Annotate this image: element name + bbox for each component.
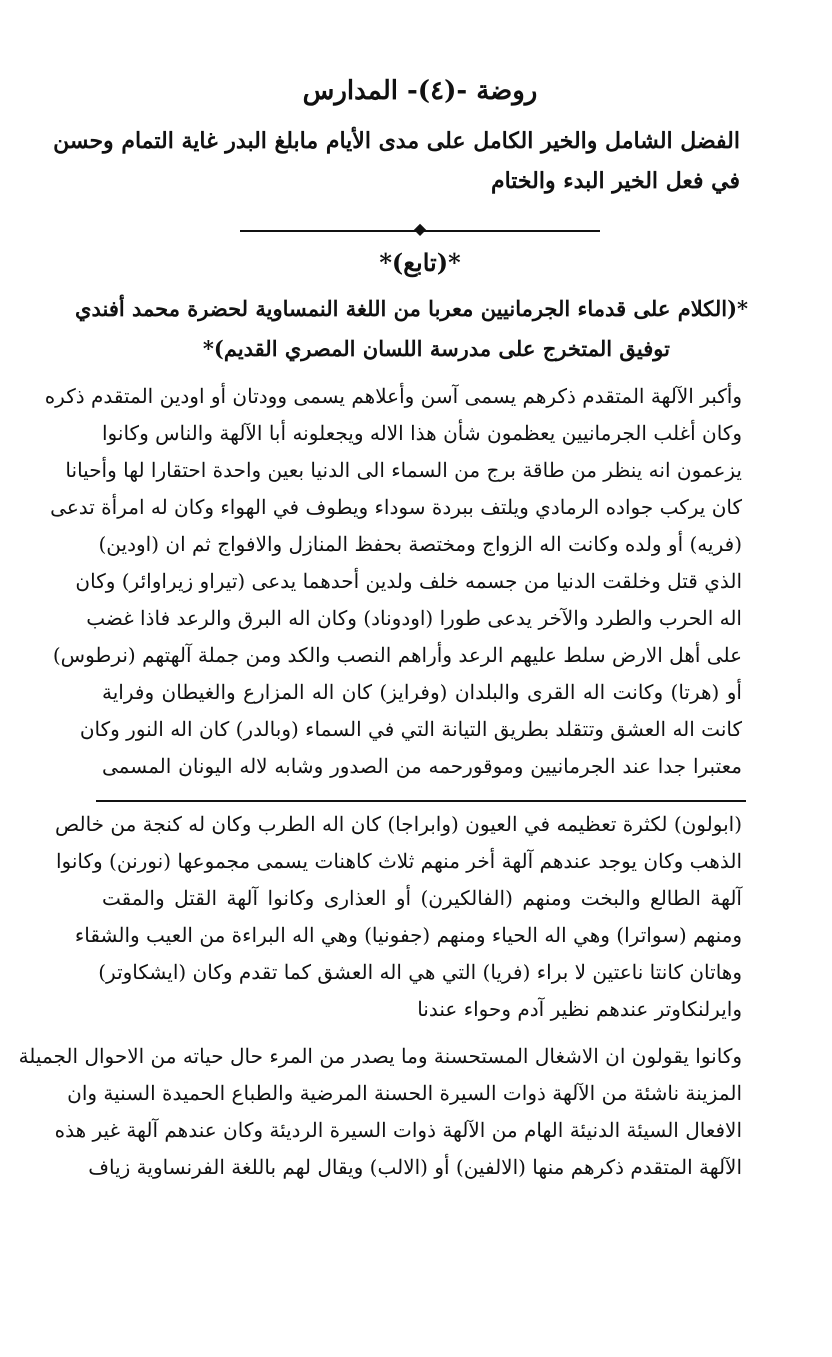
body-line: الافعال السيئة الدنيئة الهام من الآلهة ذوات السيرة الرديئة وكان عندهم آلهة غير هذه: [54, 1118, 742, 1142]
article-heading-line-2: توفيق المتخرج على مدرسة اللسان المصري القديم)*: [202, 336, 670, 361]
continued-marker: *(تابع)*: [379, 248, 461, 277]
article-heading-line-1: *(الكلام على قدماء الجرمانيين معربا من اللغة النمساوية لحضرة محمد أفندي: [75, 296, 748, 321]
divider-ornament-icon: ◆: [413, 219, 427, 238]
body-line: كانت اله العشق وتتقلد بطريق التيانة التي في السماء (وبالدر) كان اله النور وكان: [79, 717, 742, 741]
mid-page-rule: [96, 800, 746, 802]
page-header: روضة -(٤)- المدارس: [302, 76, 538, 106]
body-line: اله الحرب والطرد والآخر يدعى طورا (اودوناد) وكان اله البرق والرعد فاذا غضب: [86, 606, 742, 630]
title-line-2: في فعل الخير البدء والختام: [490, 168, 740, 194]
body-line: يزعمون انه ينظر من طاقة برج من السماء الى الدنيا بعين واحدة احتقارا لها وأحيانا: [65, 458, 742, 482]
body-line: أو (هرتا) وكانت اله القرى والبلدان (وفرايز) كان اله المزارع والغيطان وفراية: [102, 680, 742, 704]
body-line: وهاتان كانتا ناعتين لا براء (فريا) التي هي اله العشق كما تقدم وكان (ايشكاوتر): [98, 960, 742, 984]
body-line: (ابولون) لكثرة تعظيمه في العيون (وابراجا) كان اله الطرب وكان له كنجة من خالص: [54, 812, 742, 836]
body-line: وكانوا يقولون ان الاشغال المستحسنة وما يصدر من المرء حال حياته من الاحوال الجميلة: [18, 1044, 742, 1068]
body-line: آلهة الطالع والبخت ومنهم (الفالكيرن) أو العذارى وكانوا آلهة القتل والمقت: [102, 886, 742, 910]
body-line: الآلهة المتقدم ذكرهم منها (الالفين) أو (الالب) ويقال لهم باللغة الفرنساوية زياف: [88, 1155, 742, 1179]
body-line: وايرلنكاوتر عندهم نظير آدم وحواء عندنا: [417, 997, 742, 1021]
body-line: ومنهم (سواترا) وهي اله الحياء ومنهم (جفونيا) وهي اله البراءة من العيب والشقاء: [74, 923, 742, 947]
body-line: على أهل الارض سلط عليهم الرعد وأراهم النصب والكد ومن جملة آلهتهم (نرطوس): [52, 643, 742, 667]
body-line: (فريه) أو ولده وكانت اله الزواج ومختصة بحفظ المنازل والافواج ثم ان (اودين): [98, 532, 742, 556]
body-line: معتبرا جدا عند الجرمانيين وموقورحمه من الصدور وشابه لاله اليونان المسمى: [102, 754, 742, 778]
body-line: الذي قتل وخلقت الدنيا من جسمه خلف ولدين أحدهما يدعى (تيراو زيراوائر) وكان: [75, 569, 742, 593]
body-line: وكان أغلب الجرمانيين يعظمون شأن هذا الاله ويجعلونه أبا الآلهة والناس وكانوا: [102, 421, 743, 445]
body-line: كان يركب جواده الرمادي ويلتف ببردة سوداء ويطوف في الهواء وكان له امرأة تدعى: [50, 495, 742, 519]
body-line: المزينة ناشئة من الآلهة ذوات السيرة الحسنة المرضية والطباع الحميدة السنية وان: [67, 1081, 742, 1105]
body-line: الذهب وكان يوجد عندهم آلهة أخر منهم ثلاث كاهنات يسمى مجموعها (نورنن) وكانوا: [55, 849, 742, 873]
title-line-1: الفضل الشامل والخير الكامل على مدى الأيام مابلغ البدر غاية التمام وحسن: [53, 128, 740, 154]
body-line: وأكبر الآلهة المتقدم ذكرهم يسمى آسن وأعلاهم يسمى وودتان أو اودين المتقدم ذكره: [44, 384, 742, 408]
